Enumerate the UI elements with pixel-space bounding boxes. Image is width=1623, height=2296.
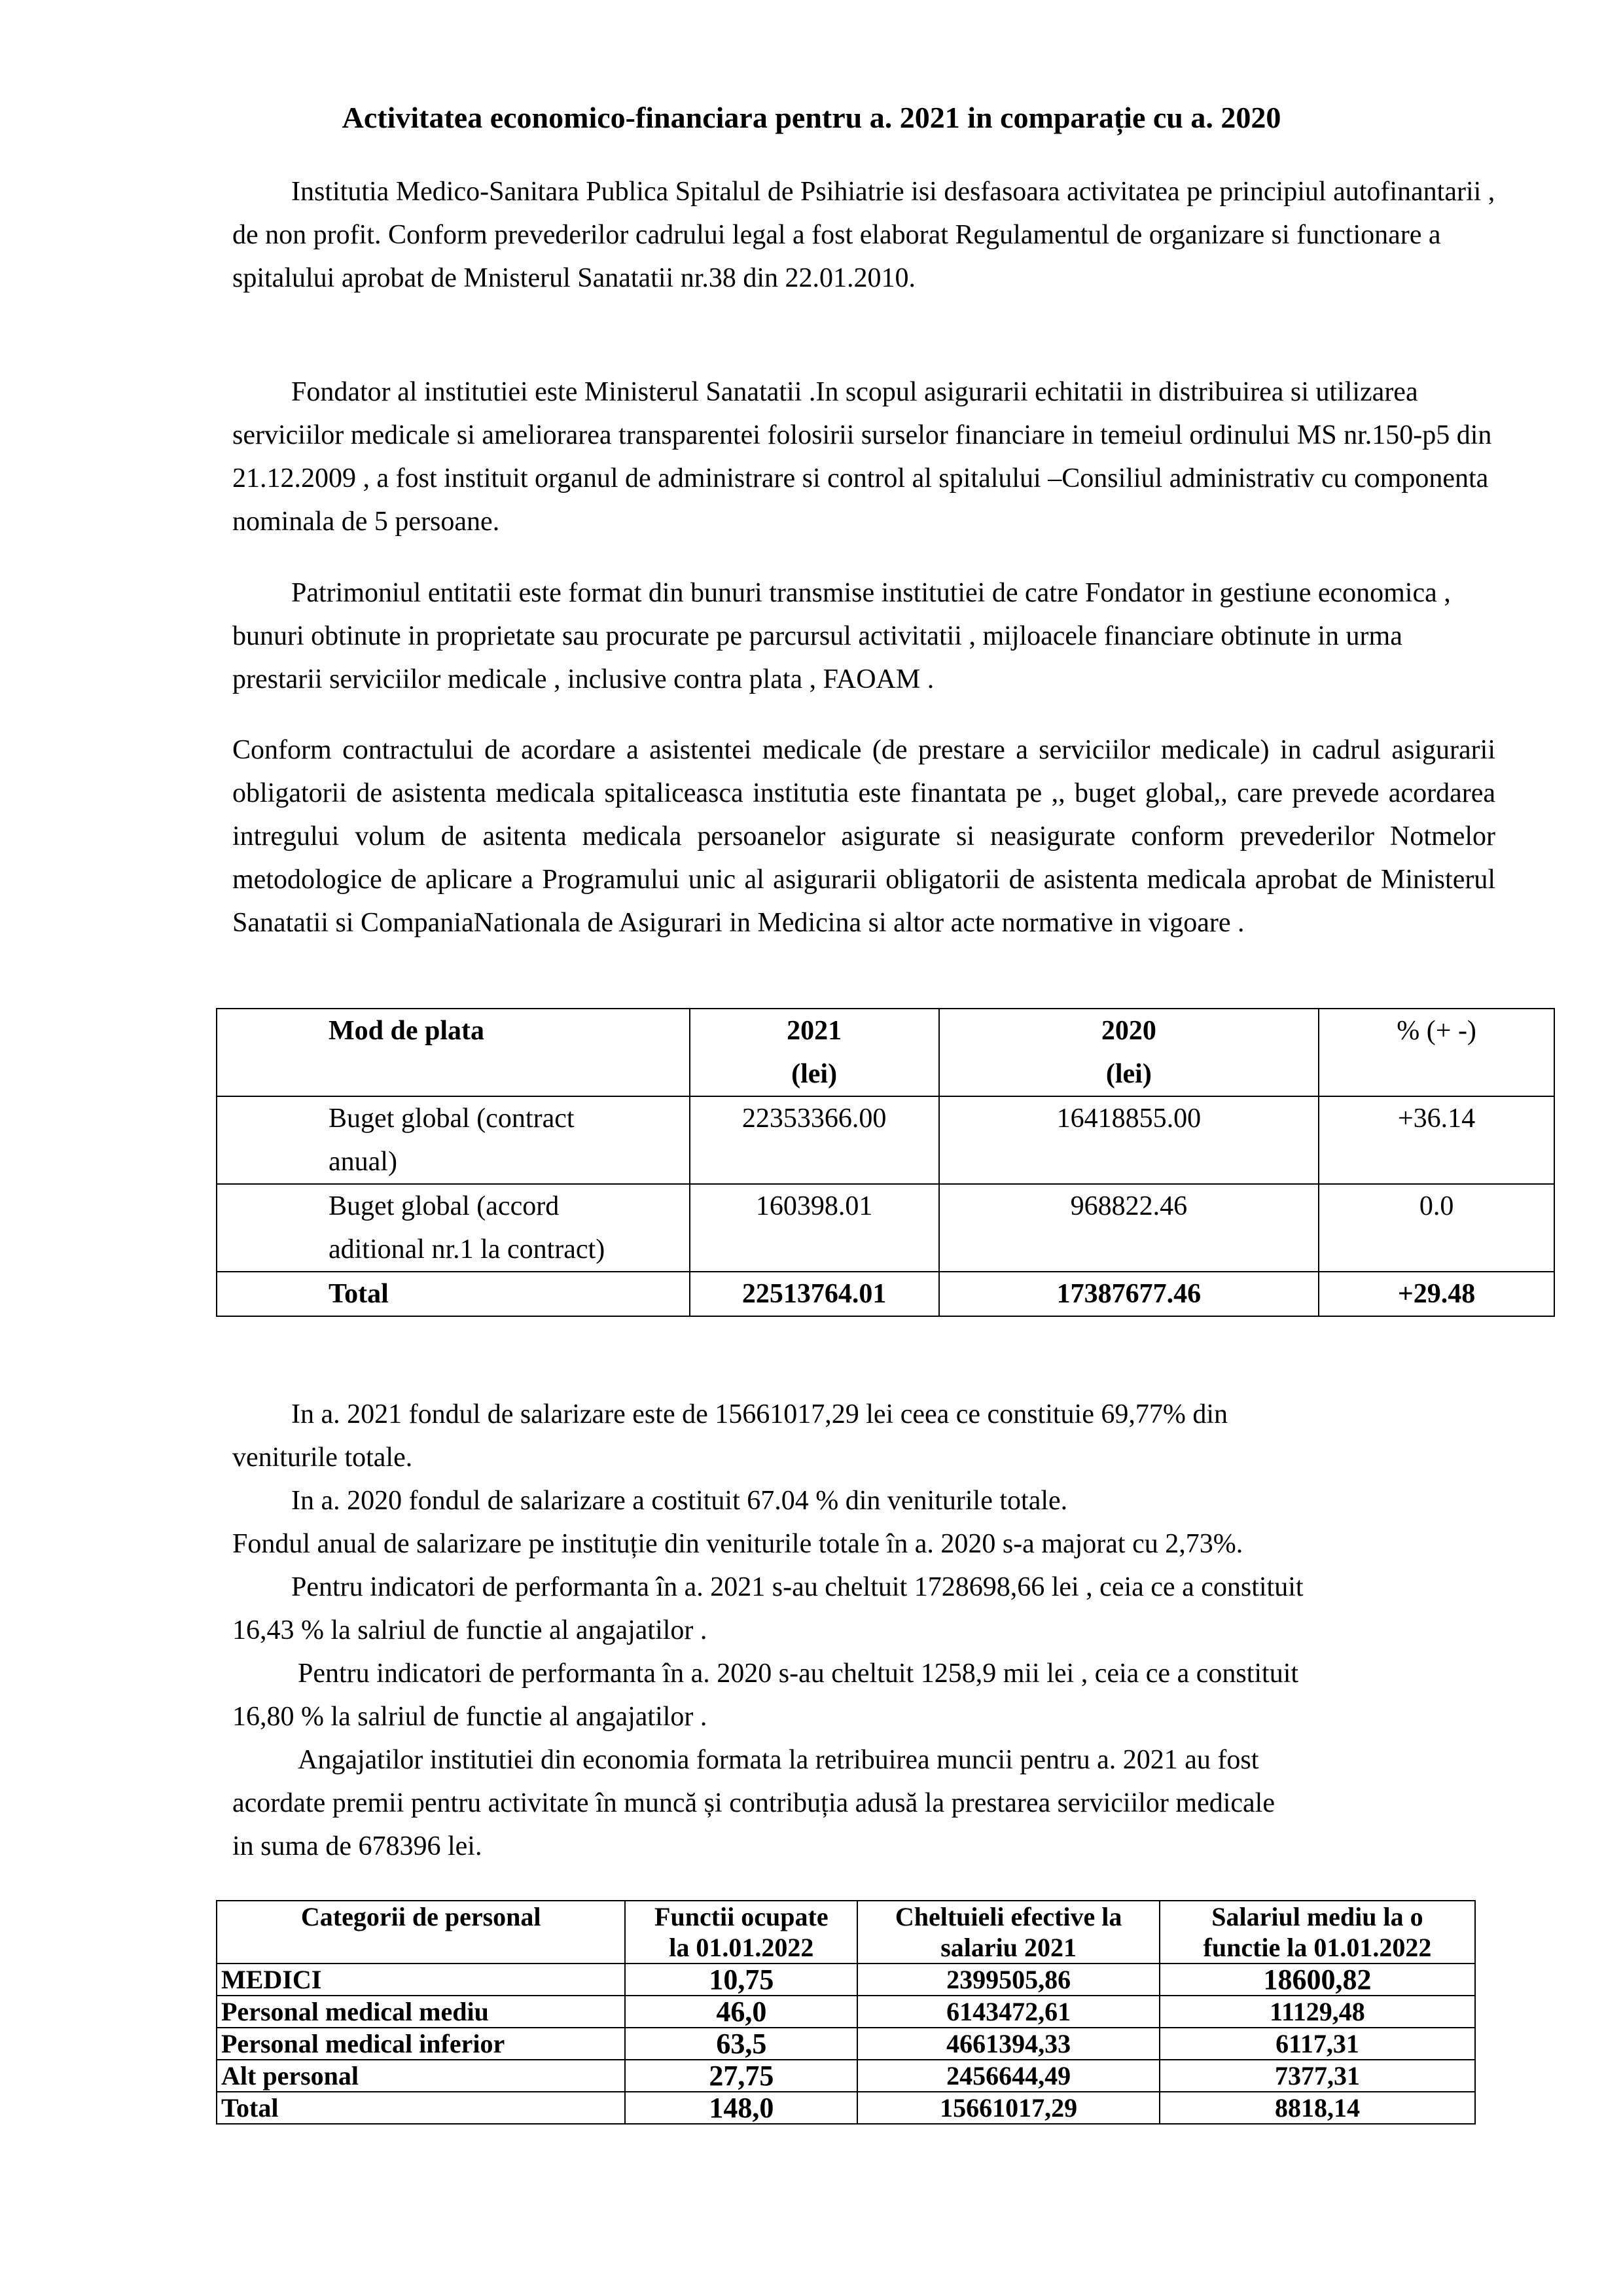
salary-text-line: Pentru indicatori de performanta în a. 2021 s-au cheltuit 1728698,66 lei , ceia ce a constituit: [291, 1572, 1304, 1602]
total-label: Total: [217, 1272, 690, 1316]
table-row: [217, 1184, 1554, 1272]
header-functions: [625, 1901, 857, 1964]
table-total-row: [217, 2092, 1475, 2124]
header-unit: (lei): [791, 1059, 838, 1089]
paragraph-institution: Institutia Medico-Sanitara Publica Spitalul de Psihiatrie isi desfasoara activitatea pe principiul autofinantarii , de non profit. Conform prevederilor cadrului legal a fost elaborat Regulamentul de organizare si functionare a spitalului aprobat de Mnisterul Sanatatii nr.38 din 22.01.2010.: [232, 177, 1495, 293]
table-header-row: [217, 1901, 1475, 1964]
avg-salary-cell: 8818,14: [1160, 2092, 1475, 2124]
header-year: 2021: [787, 1016, 842, 1046]
table-row: [217, 1096, 1554, 1184]
salary-text-line: 16,43 % la salriul de functie al angajatilor .: [232, 1615, 707, 1645]
functions-cell: 27,75: [625, 2060, 857, 2092]
avg-salary-cell: 11129,48: [1160, 1996, 1475, 2028]
cell-2021: 22353366.00: [690, 1096, 939, 1184]
header-2021: [690, 1009, 939, 1096]
table-row: [217, 1996, 1475, 2028]
cell-2020: 16418855.00: [939, 1096, 1319, 1184]
category-cell: Total: [217, 2092, 625, 2124]
total-2021: 22513764.01: [690, 1272, 939, 1316]
salary-text-line: veniturile totale.: [232, 1443, 413, 1473]
salary-text-line: Fondul anual de salarizare pe instituție din veniturile totale în a. 2020 s-a majorat cu 2,73%.: [232, 1529, 1243, 1559]
header-line: functie la 01.01.2022: [1203, 1933, 1432, 1962]
row-label: [217, 1184, 690, 1272]
salary-text-line: Pentru indicatori de performanta în a. 2020 s-au cheltuit 1258,9 mii lei , ceia ce a constituit: [298, 1659, 1299, 1689]
table-total-row: [217, 1272, 1554, 1316]
row-label-line: aditional nr.1 la contract): [329, 1234, 605, 1265]
header-expenses: [857, 1901, 1160, 1964]
salary-text-line: 16,80 % la salriul de functie al angajatilor .: [232, 1702, 707, 1732]
header-line: Salariul mediu la o: [1211, 1902, 1423, 1931]
page-title: Activitatea economico-financiara pentru a. 2021 in comparație cu a. 2020: [342, 101, 1281, 134]
functions-cell: 10,75: [625, 1964, 857, 1996]
category-cell: MEDICI: [217, 1964, 625, 1996]
cell-2020: 968822.46: [939, 1184, 1319, 1272]
table-header-row: [217, 1009, 1554, 1096]
avg-salary-cell: 6117,31: [1160, 2028, 1475, 2060]
avg-salary-cell: 7377,31: [1160, 2060, 1475, 2092]
total-percent: +29.48: [1319, 1272, 1554, 1316]
personnel-table: [216, 1900, 1476, 2125]
header-mod-de-plata: [217, 1009, 690, 1096]
header-label: % (+ -): [1397, 1016, 1476, 1046]
payment-table: [216, 1008, 1555, 1317]
expenses-cell: 15661017,29: [857, 2092, 1160, 2124]
table-row: [217, 2060, 1475, 2092]
functions-cell: 46,0: [625, 1996, 857, 2028]
table-row: [217, 1964, 1475, 1996]
header-year: 2020: [1101, 1016, 1156, 1046]
table-row: [217, 2028, 1475, 2060]
row-label-line: anual): [329, 1147, 397, 1177]
row-label-line: Buget global (contract: [329, 1103, 575, 1134]
category-cell: Personal medical inferior: [217, 2028, 625, 2060]
expenses-cell: 2456644,49: [857, 2060, 1160, 2092]
header-line: salariu 2021: [940, 1933, 1077, 1962]
expenses-cell: 6143472,61: [857, 1996, 1160, 2028]
category-cell: Alt personal: [217, 2060, 625, 2092]
category-cell: Personal medical mediu: [217, 1996, 625, 2028]
header-percent: [1319, 1009, 1554, 1096]
cell-2021: 160398.01: [690, 1184, 939, 1272]
total-2020: 17387677.46: [939, 1272, 1319, 1316]
row-label-line: Buget global (accord: [329, 1191, 560, 1221]
header-avg-salary: [1160, 1901, 1475, 1964]
header-category: Categorii de personal: [217, 1901, 625, 1964]
cell-percent: 0.0: [1319, 1184, 1554, 1272]
paragraph-patrimony: Patrimoniul entitatii este format din bunuri transmise institutiei de catre Fondator in gestiune economica , bunuri obtinute in proprietate sau procurate pe parcursul activitatii , mijloacele financiare obtinute in urma prestarii serviciilor medicale , inclusive contra plata , FAOAM .: [232, 578, 1451, 694]
cell-percent: +36.14: [1319, 1096, 1554, 1184]
avg-salary-cell: 18600,82: [1160, 1964, 1475, 1996]
salary-text-line: in suma de 678396 lei.: [232, 1831, 482, 1861]
functions-cell: 148,0: [625, 2092, 857, 2124]
salary-text-line: In a. 2021 fondul de salarizare este de 15661017,29 lei ceea ce constituie 69,77% din: [291, 1399, 1228, 1429]
header-label: Mod de plata: [329, 1016, 485, 1046]
salary-text-line: acordate premii pentru activitate în muncă și contribuția adusă la prestarea serviciilor medicale: [232, 1788, 1275, 1818]
paragraph-founder: Fondator al institutiei este Ministerul Sanatatii .In scopul asigurarii echitatii in distribuirea si utilizarea serviciilor medicale si ameliorarea transparentei folosirii surselor financiare in temeiul ordinului MS nr.150-p5 din 21.12.2009 , a fost instituit organul de administrare si control al spitalului –Consiliul administrativ cu componenta nominala de 5 persoane.: [232, 377, 1492, 537]
expenses-cell: 2399505,86: [857, 1964, 1160, 1996]
header-2020: [939, 1009, 1319, 1096]
header-line: Functii ocupate: [654, 1902, 829, 1931]
header-line: la 01.01.2022: [669, 1933, 814, 1962]
paragraph-contract: Conform contractului de acordare a asistentei medicale (de prestare a serviciilor medicale) in cadrul asigurarii obligatorii de asistenta medicala spitaliceasca institutia este finantata pe ,, buget global,, care prevede acordarea intregului volum de asitenta medicala persoanelor asigurate si neasigurate conform prevederilor Notmelor metodologice de aplicare a Programului unic al asigurarii obligatorii de asistenta medicala aprobat de Ministerul Sanatatii si CompaniaNationala de Asigurari in Medicina si altor acte normative in vigoare .: [232, 735, 1495, 938]
salary-text-line: In a. 2020 fondul de salarizare a costituit 67.04 % din veniturile totale.: [291, 1486, 1068, 1516]
salary-text-line: Angajatilor institutiei din economia formata la retribuirea muncii pentru a. 2021 au fost: [298, 1745, 1259, 1775]
row-label: [217, 1096, 690, 1184]
header-line: Cheltuieli efective la: [895, 1902, 1122, 1931]
functions-cell: 63,5: [625, 2028, 857, 2060]
expenses-cell: 4661394,33: [857, 2028, 1160, 2060]
header-unit: (lei): [1105, 1059, 1152, 1089]
